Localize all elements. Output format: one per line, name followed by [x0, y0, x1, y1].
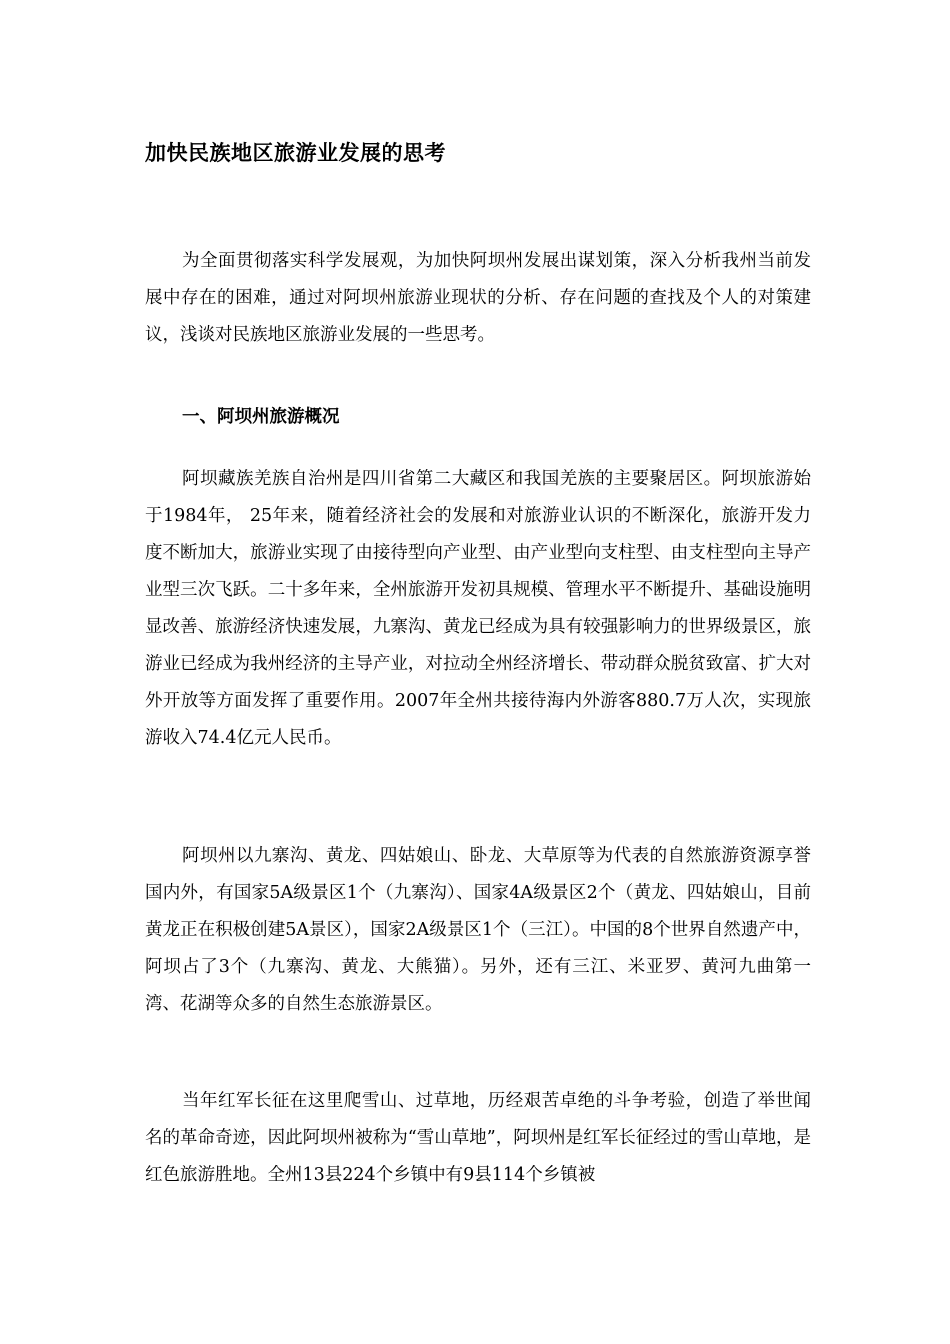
document-title: 加快民族地区旅游业发展的思考: [145, 140, 446, 165]
body-paragraph-red-tourism: 当年红军长征在这里爬雪山、过草地，历经艰苦卓绝的斗争考验，创造了举世闻名的革命奇迹，因此阿坝州被称为“雪山草地”，阿坝州是红军长征经过的雪山草地，是红色旅游胜地。全州13县224个乡镇中有9县114个乡镇被: [145, 1091, 811, 1185]
intro-paragraph: 为全面贯彻落实科学发展观，为加快阿坝州发展出谋划策，深入分析我州当前发展中存在的困难，通过对阿坝州旅游业现状的分析、存在问题的查找及个人的对策建议，浅谈对民族地区旅游业发展的一些思考。: [145, 251, 811, 345]
body-paragraph-overview: 阿坝藏族羌族自治州是四川省第二大藏区和我国羌族的主要聚居区。阿坝旅游始于1984年， 25年来，随着经济社会的发展和对旅游业认识的不断深化，旅游开发力度不断加大，旅游业实现了由接待型向产业型、由产业型向支柱型、由支柱型向主导产业型三次飞跃。二十多年来，全州旅游开发初具规模、管理水平不断提升、基础设施明显改善、旅游经济快速发展，九寨沟、黄龙已经成为具有较强影响力的世界级景区，旅游业已经成为我州经济的主导产业，对拉动全州经济增长、带动群众脱贫致富、扩大对外开放等方面发挥了重要作用。2007年全州共接待海内外游客880.7万人次，实现旅游收入74.4亿元人民币。: [145, 469, 811, 748]
section-heading: 一、阿坝州旅游概况: [182, 407, 340, 427]
body-paragraph-natural-resources: 阿坝州以九寨沟、黄龙、四姑娘山、卧龙、大草原等为代表的自然旅游资源享誉国内外，有国家5A级景区1个（九寨沟）、国家4A级景区2个（黄龙、四姑娘山，目前黄龙正在积极创建5A景区），国家2A级景区1个（三江）。中国的8个世界自然遗产中，阿坝占了3个（九寨沟、黄龙、大熊猫）。另外，还有三江、米亚罗、黄河九曲第一湾、花湖等众多的自然生态旅游景区。: [145, 846, 811, 1014]
